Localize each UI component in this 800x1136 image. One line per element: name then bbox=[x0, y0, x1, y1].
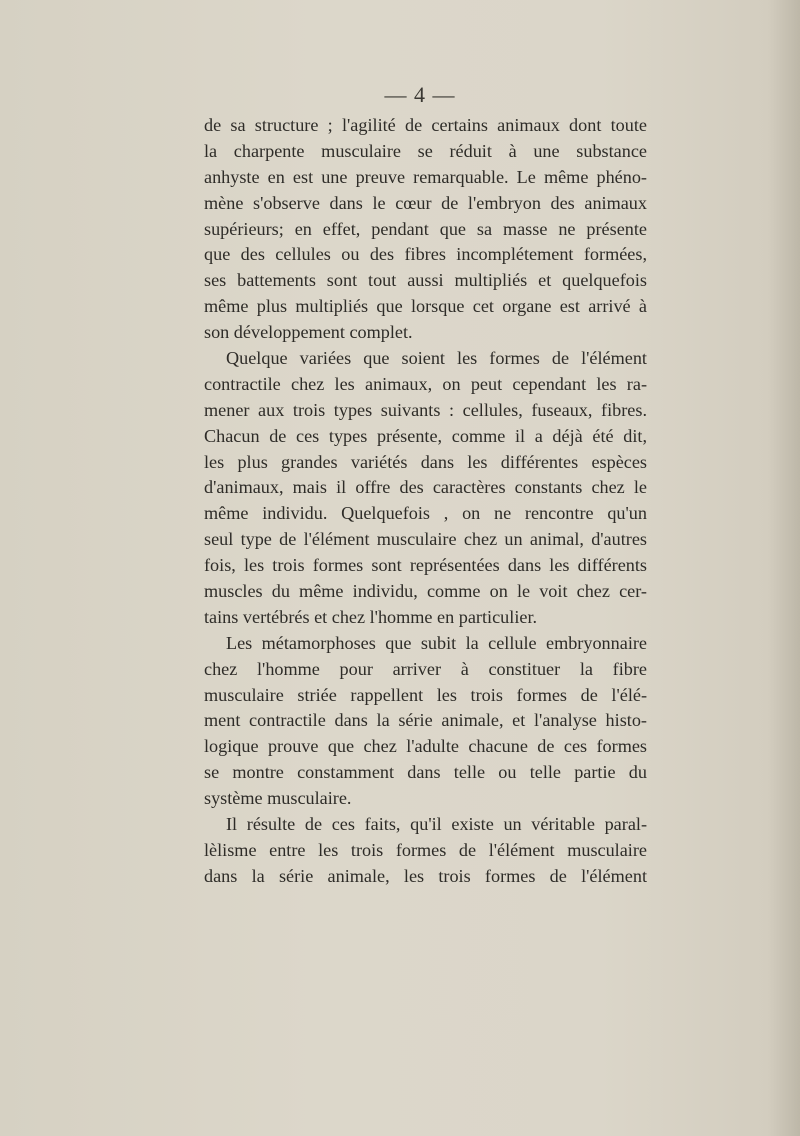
text-line: supérieurs; en effet, pendant que sa masse ne présente bbox=[204, 218, 647, 239]
text-line: ment contractile dans la série animale, et l'analyse histo- bbox=[204, 710, 647, 731]
text-line: les plus grandes variétés dans les différentes espèces bbox=[204, 451, 647, 472]
text-line: Chacun de ces types présente, comme il a déjà été dit, bbox=[204, 425, 647, 446]
text-line: même individu. Quelquefois , on ne rencontre qu'un bbox=[204, 503, 647, 524]
text-line: mène s'observe dans le cœur de l'embryon des animaux bbox=[204, 192, 647, 213]
paragraph-1 bbox=[204, 113, 647, 346]
text-line: son développement complet. bbox=[204, 322, 413, 343]
text-line: contractile chez les animaux, on peut cependant les ra- bbox=[204, 373, 647, 394]
page-number: — 4 — bbox=[384, 82, 456, 107]
body-text bbox=[204, 113, 647, 890]
text-line: d'animaux, mais il offre des caractères constants chez le bbox=[204, 477, 647, 498]
paragraph-4 bbox=[204, 812, 647, 890]
text-line: muscles du même individu, comme on le voit chez cer- bbox=[204, 581, 647, 602]
text-line: Les métamorphoses que subit la cellule embryonnaire bbox=[226, 632, 647, 653]
text-line: mener aux trois types suivants : cellules, fuseaux, fibres. bbox=[204, 399, 647, 420]
text-line: dans la série animale, les trois formes de l'élément bbox=[204, 865, 647, 886]
text-line: lèlisme entre les trois formes de l'élément musculaire bbox=[204, 839, 647, 860]
text-line: tains vertébrés et chez l'homme en particulier. bbox=[204, 606, 538, 627]
text-line: seul type de l'élément musculaire chez un animal, d'autres bbox=[204, 529, 647, 550]
text-line: que des cellules ou des fibres incomplétement formées, bbox=[204, 244, 647, 265]
text-line: anhyste en est une preuve remarquable. Le même phéno- bbox=[204, 166, 647, 187]
text-line: de sa structure ; l'agilité de certains animaux dont toute bbox=[204, 115, 647, 135]
text-line: Il résulte de ces faits, qu'il existe un véritable paral- bbox=[226, 814, 647, 835]
text-line: musculaire striée rappellent les trois formes de l'élé- bbox=[204, 684, 647, 705]
text-line: se montre constamment dans telle ou telle partie du bbox=[204, 762, 647, 783]
text-line: système musculaire. bbox=[204, 788, 352, 809]
text-line: même plus multipliés que lorsque cet organe est arrivé à bbox=[204, 296, 647, 317]
text-line: logique prouve que chez l'adulte chacune de ces formes bbox=[204, 736, 647, 757]
text-line: chez l'homme pour arriver à constituer la fibre bbox=[204, 658, 647, 679]
text-line: la charpente musculaire se réduit à une substance bbox=[204, 140, 647, 161]
text-line: ses battements sont tout aussi multipliés et quelquefois bbox=[204, 270, 647, 291]
paragraph-3 bbox=[204, 631, 647, 812]
paragraph-2 bbox=[204, 346, 647, 631]
text-line: Quelque variées que soient les formes de l'élément bbox=[226, 348, 647, 369]
text-line: fois, les trois formes sont représentées dans les différents bbox=[204, 555, 647, 576]
